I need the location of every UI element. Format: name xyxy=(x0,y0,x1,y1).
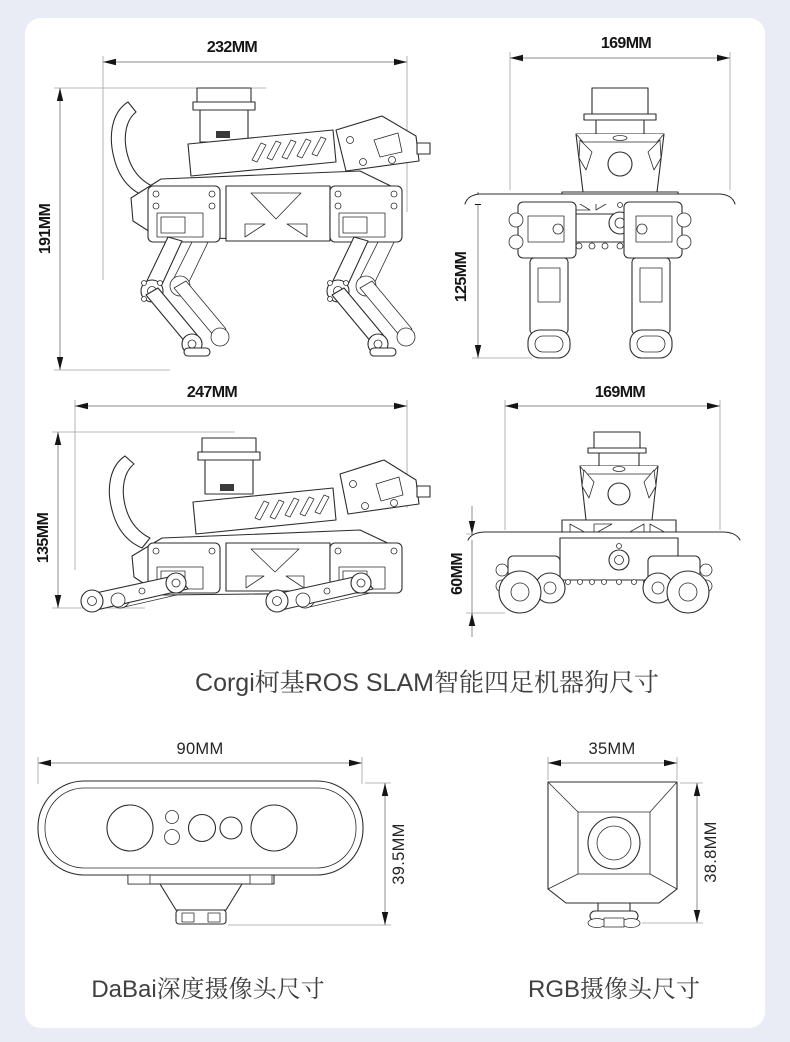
lidar xyxy=(198,438,260,494)
dim-label: 39.5MM xyxy=(390,823,408,885)
depth-camera-caption: DaBai深度摄像头尺寸 xyxy=(91,976,325,1003)
lidar xyxy=(588,432,646,466)
rgb-camera-caption: RGB摄像头尺寸 xyxy=(527,976,700,1003)
robot-crouching-front-drawing xyxy=(449,384,760,640)
ir-lens-left xyxy=(107,805,153,851)
led xyxy=(165,830,180,845)
dim-label: 135MM xyxy=(35,512,52,564)
head-camera-bracket xyxy=(340,460,430,514)
dim-label: 232MM xyxy=(206,39,258,56)
robot-dog-front-art xyxy=(465,88,735,358)
dim-label: 90MM xyxy=(176,740,224,758)
right-leg xyxy=(624,202,691,358)
rgb-lens xyxy=(189,815,216,842)
robot-standing-front-drawing xyxy=(440,35,760,380)
robot-standing-side-drawing xyxy=(30,40,420,380)
dim-label: 60MM xyxy=(449,552,466,596)
head xyxy=(576,134,664,192)
dimension-width-depth-camera xyxy=(38,740,362,784)
mount-bracket xyxy=(128,875,274,924)
lidar xyxy=(193,88,255,142)
lidar xyxy=(584,88,656,134)
depth-camera-art xyxy=(38,781,363,924)
rear-folded-leg xyxy=(81,573,188,612)
head xyxy=(580,466,658,520)
page-title: Corgi柯基ROS SLAM智能四足机器狗尺寸 xyxy=(195,669,659,697)
dim-label: 169MM xyxy=(594,384,646,401)
head-camera-bracket xyxy=(336,116,430,171)
tail xyxy=(111,102,152,196)
led xyxy=(166,811,179,824)
right-folded-leg xyxy=(643,556,712,613)
rgb-camera-drawing xyxy=(500,740,760,940)
dim-label: 169MM xyxy=(600,35,652,52)
tail xyxy=(109,456,150,548)
dimension-width-rgb-camera xyxy=(548,740,677,780)
left-folded-leg xyxy=(496,556,565,613)
hip-right xyxy=(330,186,402,242)
dim-label: 38.8MM xyxy=(702,821,720,883)
dim-label: 191MM xyxy=(37,203,54,255)
projector xyxy=(220,817,242,839)
left-leg xyxy=(509,202,576,358)
fender xyxy=(465,194,735,204)
depth-camera-drawing xyxy=(30,740,420,940)
camera-lens xyxy=(608,483,630,505)
robot-dog-crouch-front-art xyxy=(468,432,740,613)
ir-lens-right xyxy=(251,805,297,851)
camera-lens xyxy=(608,152,632,176)
robot-dog-crouch-side-art xyxy=(81,438,430,612)
robot-crouching-side-drawing xyxy=(30,384,430,630)
mount-stub xyxy=(588,903,640,928)
dim-label: 247MM xyxy=(186,384,238,401)
dim-label: 35MM xyxy=(588,740,636,758)
rgb-camera-art xyxy=(548,782,677,928)
hip-left xyxy=(148,186,220,242)
robot-dog-side-art xyxy=(111,88,430,356)
dim-label: 125MM xyxy=(453,251,470,303)
